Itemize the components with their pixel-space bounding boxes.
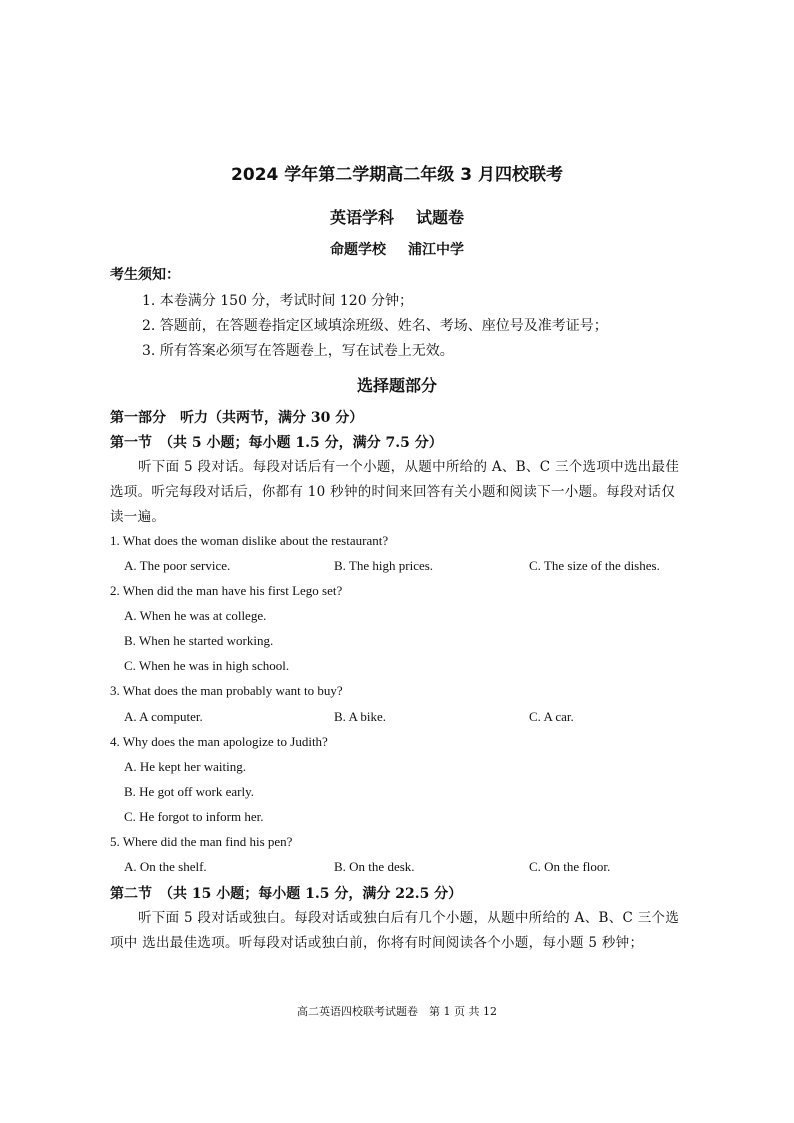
option-b: B. A bike. <box>334 709 387 724</box>
notice-item: 2. 答题前，在答题卷指定区域填涂班级、姓名、考场、座位号及准考证号； <box>142 318 608 334</box>
exam-title: 2024 学年第二学期高二年级 3 月四校联考 <box>231 165 563 185</box>
exam-subtitle <box>0 205 794 228</box>
question: 3. What does the man probably want to buy? <box>110 683 343 698</box>
option-a: A. The poor service. <box>124 558 231 573</box>
question: 1. What does the woman dislike about the restaurant? <box>110 533 389 548</box>
option-c: C. The size of the dishes. <box>529 558 660 573</box>
sec1-heading: 第一节 （共 5 小题；每小题 1.5 分，满分 7.5 分） <box>110 435 443 451</box>
option-b: B. The high prices. <box>334 558 434 573</box>
option-a: A. On the shelf. <box>124 859 207 874</box>
option-b: B. When he started working. <box>124 633 274 648</box>
subject-label: 英语学科 <box>329 208 394 227</box>
section-title: 选择题部分 <box>356 376 437 395</box>
option-a: A. When he was at college. <box>124 608 267 623</box>
option-b: B. On the desk. <box>334 859 415 874</box>
page-footer: 高二英语四校联考试题卷 第 1 页 共 12 <box>297 1005 497 1018</box>
option-c: C. A car. <box>529 709 574 724</box>
sec2-heading: 第二节 （共 15 小题；每小题 1.5 分，满分 22.5 分） <box>110 886 463 902</box>
paper-label: 试题卷 <box>416 208 465 227</box>
option-c: C. On the floor. <box>529 859 611 874</box>
option-c: C. When he was in high school. <box>124 658 290 673</box>
option-a: A. A computer. <box>124 709 203 724</box>
school-line <box>0 239 794 259</box>
option-b: B. He got off work early. <box>124 784 254 799</box>
question: 5. Where did the man find his pen? <box>110 834 293 849</box>
sec2-instructions: 听下面 5 段对话或独白。每段对话或独白后有几个小题，从题中所给的 A、B、C 三个选项中 选出最佳选项。听每段对话或独白前，你将有时间阅读各个小题，每小题 5 秒钟； <box>110 910 680 951</box>
option-c: C. He forgot to inform her. <box>124 809 264 824</box>
school-label: 命题学校 <box>330 242 386 258</box>
part1-heading: 第一部分 听力（共两节，满分 30 分） <box>110 410 364 426</box>
question: 2. When did the man have his first Lego set? <box>110 583 343 598</box>
option-a: A. He kept her waiting. <box>124 759 247 774</box>
notice-item: 3. 所有答案必须写在答题卷上，写在试卷上无效。 <box>142 343 454 359</box>
notice-heading: 考生须知： <box>110 267 180 283</box>
notice-item: 1. 本卷满分 150 分，考试时间 120 分钟； <box>142 293 414 309</box>
question: 4. Why does the man apologize to Judith? <box>110 734 328 749</box>
sec1-instructions: 听下面 5 段对话。每段对话后有一个小题，从题中所给的 A、B、C 三个选项中选出最佳选项。听完每段对话后，你都有 10 秒钟的时间来回答有关小题和阅读下一小题。每段对话仅读一遍。 <box>110 459 680 525</box>
school-name: 浦江中学 <box>408 242 464 258</box>
